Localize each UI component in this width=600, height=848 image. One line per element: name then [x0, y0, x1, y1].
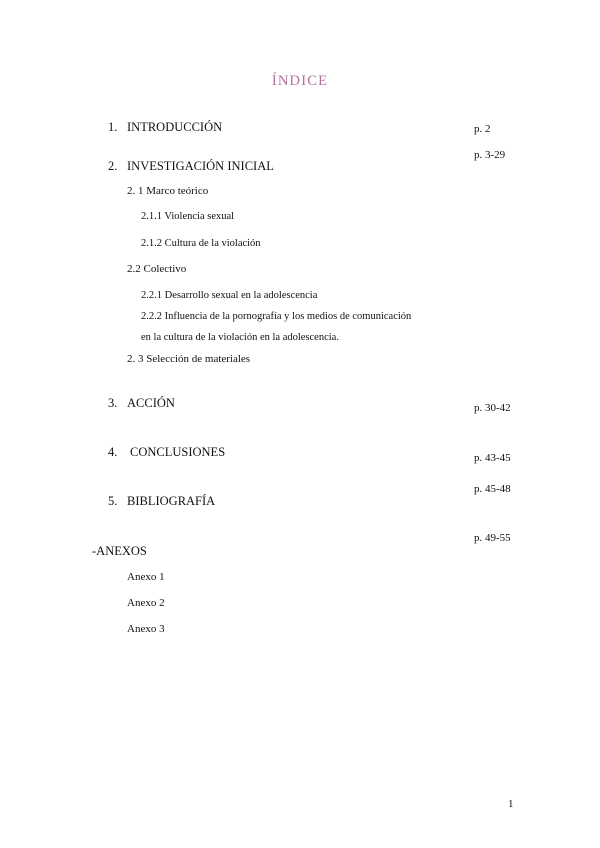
- toc-subentry-2-2-1: 2.2.1 Desarrollo sexual en la adolescencia: [141, 290, 318, 301]
- toc-subentry-2-1: 2. 1 Marco teórico: [127, 185, 209, 197]
- toc-subentry-2-3: 2. 3 Selección de materiales: [127, 353, 251, 365]
- toc-entry-2-label: INVESTIGACIÓN INICIAL: [127, 159, 274, 173]
- toc-entry-2-number: 2.: [108, 159, 118, 173]
- toc-anexos-label: -ANEXOS: [92, 544, 147, 558]
- toc-entry-4-pages: p. 43-45: [474, 452, 511, 464]
- toc-anexo-1: Anexo 1: [127, 571, 165, 583]
- toc-subentry-2-2: 2.2 Colectivo: [127, 263, 187, 275]
- toc-entry-2-pages: p. 3-29: [474, 149, 506, 161]
- toc-entry-5-pages: p. 45-48: [474, 483, 511, 495]
- toc-subentry-2-1-1: 2.1.1 Violencia sexual: [141, 211, 235, 222]
- page-title: ÍNDICE: [271, 73, 329, 89]
- toc-entry-5-number: 5.: [108, 494, 118, 508]
- toc-entry-4-number: 4.: [108, 445, 118, 459]
- toc-entry-1-number: 1.: [108, 120, 118, 134]
- toc-entry-1-pages: p. 2: [474, 123, 491, 135]
- toc-entry-3-pages: p. 30-42: [474, 402, 511, 414]
- toc-entry-4-label: CONCLUSIONES: [130, 445, 226, 459]
- toc-anexo-3: Anexo 3: [127, 623, 165, 635]
- toc-entry-3-label: ACCIÓN: [127, 396, 175, 410]
- toc-anexos-pages: p. 49-55: [474, 532, 511, 544]
- toc-subentry-2-2-2-line-2: en la cultura de la violación en la adolescencia.: [141, 332, 339, 343]
- toc-subentry-2-2-2-line-1: 2.2.2 Influencia de la pornografía y los medios de comunicación: [141, 311, 412, 322]
- toc-anexo-2: Anexo 2: [127, 597, 165, 609]
- toc-entry-3-number: 3.: [108, 396, 118, 410]
- toc-subentry-2-1-2: 2.1.2 Cultura de la violación: [141, 238, 261, 249]
- toc-entry-5-label: BIBLIOGRAFÍA: [127, 494, 216, 508]
- page-number: 1: [508, 798, 514, 810]
- toc-entry-1-label: INTRODUCCIÓN: [127, 120, 223, 134]
